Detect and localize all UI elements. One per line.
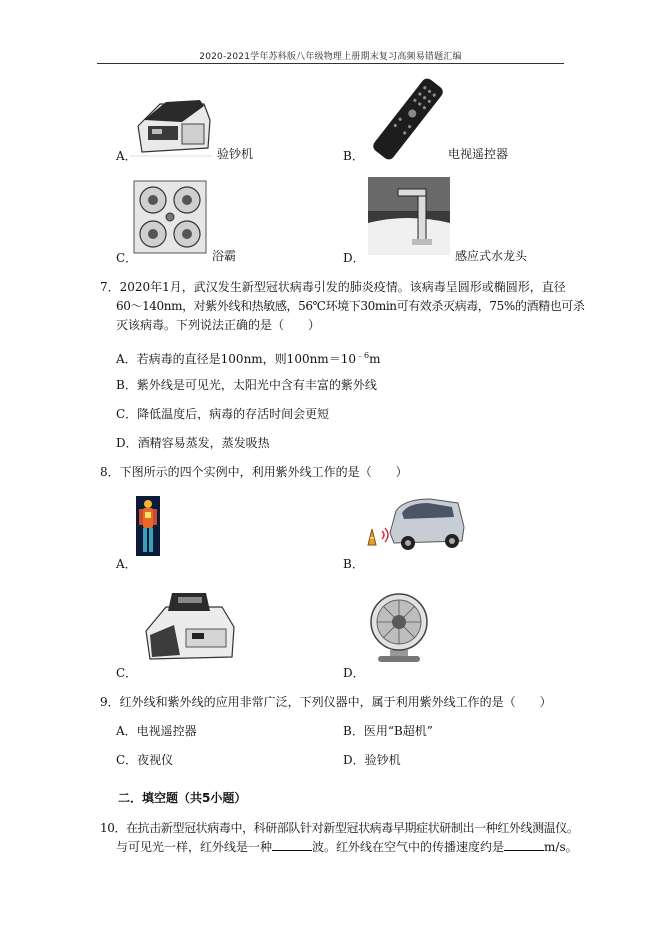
q9-option-c: C．夜视仪 — [116, 753, 174, 767]
q6-option-b-letter: B． — [343, 149, 364, 163]
q9-option-a: A．电视遥控器 — [116, 724, 197, 738]
q7-option-a-prefix: A．若病毒的直径是100nm，则100nm＝10 — [116, 352, 356, 366]
header-divider — [97, 63, 564, 64]
q9-option-d: D．验钞机 — [343, 753, 401, 767]
q9-option-b: B．医用“B超机” — [343, 724, 433, 738]
q10-line1: 10．在抗击新型冠状病毒中，科研部队针对新型冠状病毒早期症状研制出一种红外线测温仪。 — [100, 821, 579, 835]
q8-option-c-letter: C． — [116, 666, 138, 680]
q6-option-b-caption: 电视遥控器 — [448, 147, 509, 161]
q6-option-c-caption: 浴霸 — [212, 249, 237, 263]
q10-blank-2[interactable] — [504, 839, 544, 851]
q8-option-a-letter: A． — [116, 557, 137, 571]
q7-option-a-exponent: ﹣6 — [355, 351, 370, 360]
q10-line2 — [116, 839, 578, 855]
banknote-detector-image — [130, 86, 212, 162]
thermal-person-image — [136, 496, 160, 556]
q7-option-b: B．紫外线是可见光，太阳光中含有丰富的紫外线 — [116, 378, 377, 392]
q9-stem: 9．红外线和紫外线的应用非常广泛，下列仪器中，属于利用紫外线工作的是（ ） — [100, 695, 552, 709]
page-header: 2020-2021学年苏科版八年级物理上册期末复习高频易错题汇编 — [199, 52, 462, 62]
banknote-counter-image — [140, 585, 238, 663]
bath-heater-image — [133, 180, 207, 254]
tv-remote-image — [366, 78, 450, 160]
q7-option-a — [116, 348, 380, 367]
q6-option-a-caption: 验钞机 — [217, 147, 254, 161]
q6-option-d-letter: D． — [343, 251, 365, 265]
induction-faucet-image — [368, 177, 450, 255]
q8-option-b-letter: B． — [343, 557, 364, 571]
q7-option-a-suffix: m — [369, 352, 381, 366]
q7-option-d: D．酒精容易蒸发，蒸发吸热 — [116, 436, 270, 450]
q10-blank-1[interactable] — [272, 839, 312, 851]
q8-stem: 8．下图所示的四个实例中，利用紫外线工作的是（ ） — [100, 465, 408, 479]
q10-line2-unit: m/s。 — [544, 840, 578, 854]
heater-fan-image — [368, 590, 430, 666]
q7-stem-line2: 60～140nm，对紫外线和热敏感，56℃环境下30min可有效杀灭病毒，75%的酒精也可杀 — [116, 299, 585, 313]
q10-line2-part1: 与可见光一样，红外线是一种 — [116, 840, 273, 854]
q6-option-c-letter: C． — [116, 251, 138, 265]
q7-stem-line1: 7．2020年1月，武汉发生新型冠状病毒引发的肺炎疫情。该病毒呈圆形或椭圆形，直径 — [100, 280, 566, 294]
q7-stem-line3: 灭该病毒。下列说法正确的是（ ） — [116, 318, 321, 332]
q6-option-d-caption: 感应式水龙头 — [455, 249, 528, 263]
car-reversing-radar-image — [360, 493, 466, 555]
q8-option-d-letter: D． — [343, 666, 365, 680]
q7-option-c: C．降低温度后，病毒的存活时间会更短 — [116, 407, 330, 421]
section-heading-fill-in: 二．填空题（共5小题） — [118, 791, 247, 805]
q10-line2-part2: 波。红外线在空气中的传播速度约是 — [312, 840, 505, 854]
q6-option-a-letter: A． — [116, 149, 137, 163]
